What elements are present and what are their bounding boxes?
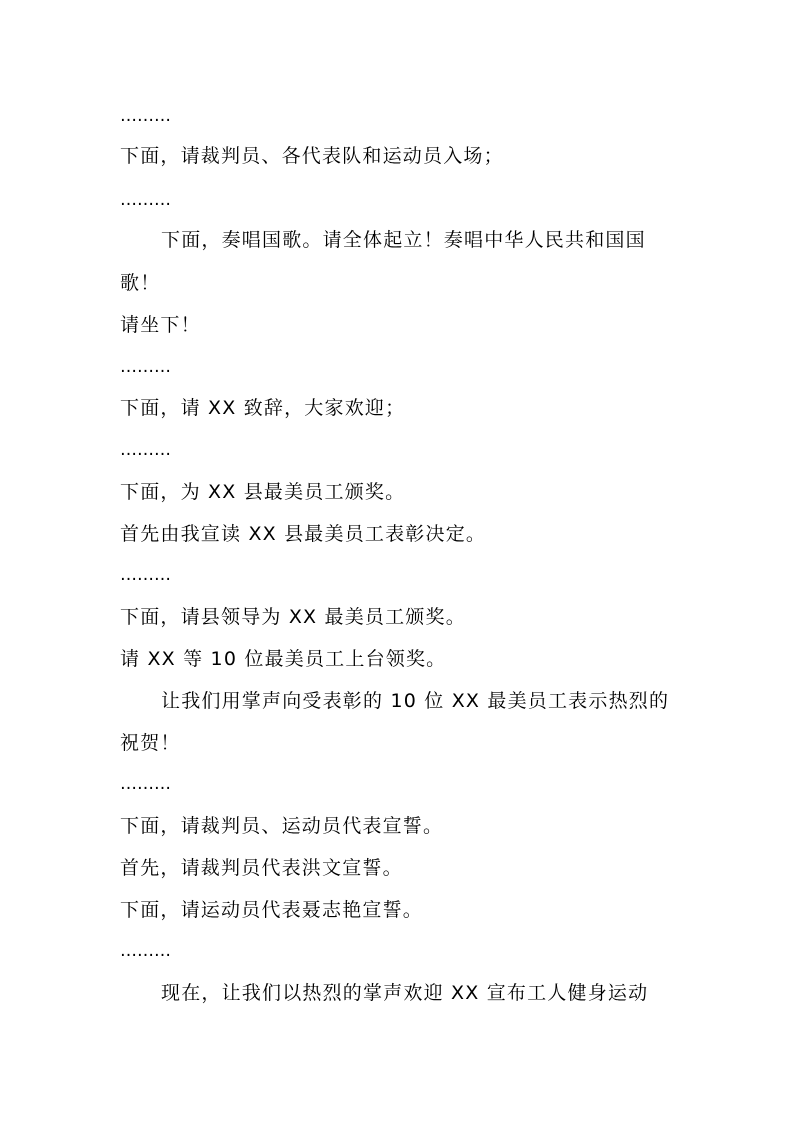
- paragraph-line: 请 XX 等 10 位最美员工上台领奖。: [120, 648, 447, 670]
- paragraph-line: 下面，请运动员代表聂志艳宣誓。: [120, 899, 424, 921]
- paragraph-line: 下面，请县领导为 XX 最美员工颁奖。: [120, 606, 466, 628]
- ellipsis-line: ………: [120, 357, 171, 377]
- ellipsis-line: ………: [120, 106, 171, 126]
- paragraph-line: 下面，请 XX 致辞，大家欢迎；: [120, 397, 406, 419]
- paragraph-line: 请坐下！: [120, 314, 201, 336]
- paragraph-line: 下面，奏唱国歌。请全体起立！奏唱中华人民共和国国: [161, 229, 646, 251]
- paragraph-line: 下面，请裁判员、各代表队和运动员入场；: [120, 145, 504, 167]
- paragraph-line: 首先，请裁判员代表洪文宣誓。: [120, 857, 403, 879]
- ellipsis-line: ………: [120, 440, 171, 460]
- paragraph-line: 下面，请裁判员、运动员代表宣誓。: [120, 815, 444, 837]
- ellipsis-line: ………: [120, 941, 171, 961]
- paragraph-line: 让我们用掌声向受表彰的 10 位 XX 最美员工表示热烈的: [161, 690, 670, 712]
- paragraph-line: 歌！: [120, 272, 161, 294]
- ellipsis-line: ………: [120, 774, 171, 794]
- ellipsis-line: ………: [120, 565, 171, 585]
- ellipsis-line: ………: [120, 190, 171, 210]
- paragraph-line: 祝贺！: [120, 732, 181, 754]
- paragraph-line: 现在，让我们以热烈的掌声欢迎 XX 宣布工人健身运动: [161, 982, 649, 1004]
- paragraph-line: 首先由我宣读 XX 县最美员工表彰决定。: [120, 523, 487, 545]
- paragraph-line: 下面，为 XX 县最美员工颁奖。: [120, 481, 406, 503]
